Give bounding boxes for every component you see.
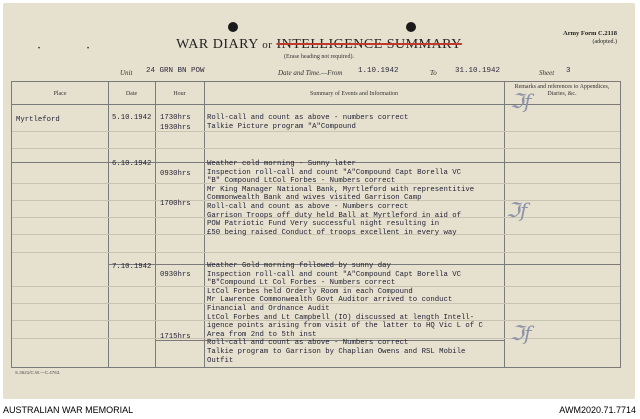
- archive-reference: AWM2020.71.7714: [559, 405, 636, 415]
- entry-line: Mr King Manager National Bank, Myrtleford with representitive: [207, 185, 475, 194]
- entry-line: LtCol Forbes held Orderly Room in each Compound: [207, 287, 413, 296]
- entry-line: Weather cold morning - Sunny later: [207, 160, 356, 168]
- entry-date: 6.10.1942: [112, 160, 152, 168]
- archive-credit: AUSTRALIAN WAR MEMORIAL: [3, 405, 134, 415]
- column-divider: [155, 82, 156, 367]
- title-or: or: [262, 39, 273, 51]
- entry-line: "B" Compound LtCol Forbes - Numbers correct: [207, 177, 396, 186]
- entry-line: Financial and Ordnance Audit: [207, 304, 330, 313]
- entry-line: LtCol Forbes and Lt Campbell (IO) discussed at length Intell-: [207, 313, 475, 322]
- signature-initials: ℑf: [510, 321, 532, 345]
- army-form-number: Army Form C.2118: [563, 30, 617, 37]
- entry-line: Outfit: [207, 356, 234, 365]
- entry-text-2: [207, 262, 483, 365]
- title-main: WAR DIARY: [176, 37, 259, 52]
- to-label: To: [430, 69, 437, 77]
- form-title: [3, 37, 635, 53]
- summary-header: Summary of Events and Information: [310, 91, 398, 97]
- from-date: 1.10.1942: [358, 67, 399, 75]
- entry-text-0: [207, 114, 408, 131]
- place-cell: Myrtleford: [16, 116, 60, 124]
- ruled-line: [12, 252, 620, 253]
- entry-line: £50 being raised Conduct of troops excellent in every way: [207, 228, 457, 237]
- entry-text-1: [207, 160, 474, 237]
- column-divider: [504, 82, 505, 367]
- erase-note: (Erase heading not required).: [284, 54, 354, 60]
- entry-line: Roll-call and count as above - Numbers correct: [207, 202, 409, 211]
- entry-line: Inspection roll-call and count "A"Compound Capt Borella VC: [207, 270, 461, 279]
- entry-line: Talkie Picture program "A"Compound: [207, 122, 356, 131]
- entry-line: Roll-call and count as above - numbers correct: [207, 114, 409, 122]
- sheet-number: 3: [566, 67, 571, 75]
- entry-hour: 1715hrs: [160, 333, 191, 341]
- date-header: Date: [125, 91, 138, 97]
- punch-hole: [406, 22, 416, 32]
- margin-mark: •: [87, 46, 90, 52]
- signature-initials: ℑf: [510, 89, 532, 113]
- entry-line: Weather Gold morning followed by sunny day: [207, 262, 391, 270]
- entry-hour: 0930hrs: [160, 170, 191, 178]
- remarks-header: Remarks and references to Appendices, Diaries, &c.: [514, 84, 610, 97]
- punch-hole: [228, 22, 238, 32]
- unit-value: 24 GRN BN POW: [146, 67, 205, 75]
- ruled-line: [12, 148, 620, 149]
- entry-line: Inspection roll-call and count "A"Compound Capt Borella VC: [207, 168, 461, 177]
- entry-hour: 1700hrs: [160, 200, 191, 208]
- entry-line: Roll-call and count as above - Numbers correct: [207, 339, 409, 348]
- column-divider: [204, 82, 205, 367]
- entry-hour: 1930hrs: [160, 124, 191, 132]
- print-reference: S.3621/C.W.—C.4763.: [15, 370, 61, 375]
- entry-date: 7.10.1942: [112, 263, 152, 271]
- entry-separator: [12, 162, 108, 163]
- entry-line: Talkie program to Garrison by Chaplian Owens and RSL Mobile: [207, 347, 466, 356]
- title-struck: INTELLIGENCE SUMMARY: [276, 37, 462, 52]
- entry-line: Garrison Troops off duty held Ball at Myrtleford in aid of: [207, 211, 461, 220]
- army-form-label: [563, 30, 617, 46]
- date-time-label: Date and Time.—From: [278, 69, 343, 77]
- entry-line: "B"Compound Lt Col Forbes - Numbers correct: [207, 279, 396, 288]
- margin-mark: •: [38, 46, 41, 52]
- entry-line: Area from 2nd to 5th inst: [207, 330, 317, 339]
- place-header: Place: [53, 91, 67, 97]
- entry-hour: 1730hrs: [160, 114, 191, 122]
- entry-line: igence points arising from visit of the latter to HQ Vic L of C: [207, 322, 483, 331]
- column-divider: [108, 82, 109, 367]
- to-date: 31.10.1942: [455, 67, 501, 75]
- entry-line: Mr Lawrence Commonwealth Govt Auditor arrived to conduct: [207, 296, 453, 305]
- sheet-label: Sheet: [539, 69, 555, 77]
- entry-line: Commonwealth Bank and wives visited Garrison Camp: [207, 194, 422, 203]
- entry-line: POW Patriotic Fund Very successful night resulting in: [207, 220, 440, 229]
- unit-label: Unit: [120, 69, 133, 77]
- army-form-adopted: (adopted.): [592, 39, 617, 45]
- entry-date: 5.10.1942: [112, 114, 152, 122]
- hour-header: Hour: [173, 91, 186, 97]
- diary-sheet: [3, 3, 635, 399]
- signature-initials: ℑf: [506, 198, 528, 222]
- entry-hour: 0930hrs: [160, 271, 191, 279]
